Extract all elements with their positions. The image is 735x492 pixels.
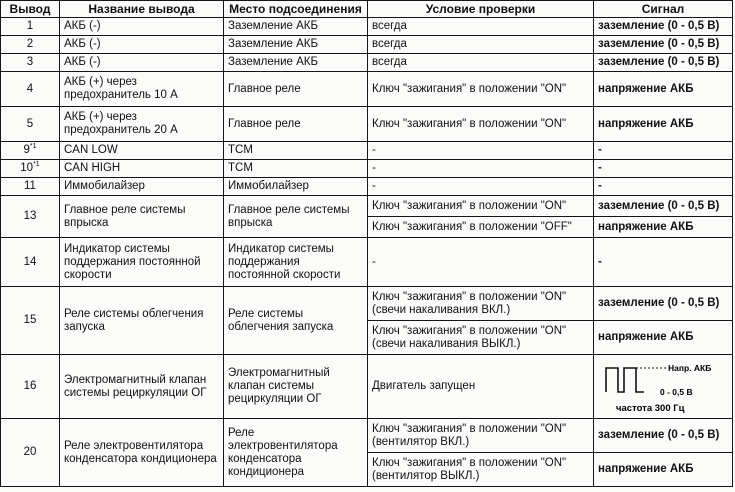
check-condition: Двигатель запущен — [368, 355, 594, 419]
pin-number: 1 — [1, 18, 60, 36]
signal-value: - — [594, 178, 733, 196]
table-row — [1, 178, 733, 196]
pin-number — [1, 160, 60, 178]
pin-name: АКБ (-) — [60, 36, 224, 54]
table-row — [1, 72, 733, 107]
pin-name: Электромагнитный клапан системы рециркуляции ОГ — [60, 355, 224, 419]
pin-number: 3 — [1, 54, 60, 72]
pin-name: Индикатор системы поддержания постоянной скорости — [60, 238, 224, 287]
pin-connection: Иммобилайзер — [224, 178, 368, 196]
pin-number: 13 — [1, 196, 60, 238]
pin-number: 20 — [1, 419, 60, 487]
header-pin: Вывод — [1, 1, 60, 18]
pin-number: 15 — [1, 287, 60, 355]
pin-name: Иммобилайзер — [60, 178, 224, 196]
check-condition: Ключ "зажигания" в положении "OFF" — [368, 217, 594, 238]
pin-connection: Индикатор системы поддержания постоянной скорости — [224, 238, 368, 287]
footnote-mark: *1 — [33, 161, 40, 169]
table-row — [1, 18, 733, 36]
check-condition: Ключ "зажигания" в положении "ON" — [368, 107, 594, 142]
pin-number: 2 — [1, 36, 60, 54]
table-row — [1, 196, 733, 217]
pin-connection: Электромагнитный клапан системы рециркуляции ОГ — [224, 355, 368, 419]
check-condition: Ключ "зажигания" в положении "ON" (свечи накаливания ВЫКЛ.) — [368, 321, 594, 355]
pin-connection: Главное реле — [224, 107, 368, 142]
pin-number-value: 9 — [23, 144, 30, 156]
table-row — [1, 419, 733, 453]
signal-value: напряжение АКБ — [594, 453, 733, 487]
check-condition: - — [368, 238, 594, 287]
signal-value: заземление (0 - 0,5 В) — [594, 36, 733, 54]
pin-number: 5 — [1, 107, 60, 142]
pin-name: CAN HIGH — [60, 160, 224, 178]
footnote-mark: *1 — [29, 143, 37, 151]
check-condition: Ключ "зажигания" в положении "ON" (вентилятор ВКЛ.) — [368, 419, 594, 453]
signal-value: напряжение АКБ — [594, 107, 733, 142]
signal-value: заземление (0 - 0,5 В) — [594, 419, 733, 453]
table-row — [1, 287, 733, 321]
waveform-low-label: 0 - 0,5 В — [660, 386, 693, 397]
waveform-frequency-label: частота 300 Гц — [616, 402, 685, 414]
pin-name: АКБ (+) через предохранитель 20 А — [60, 107, 224, 142]
check-condition: - — [368, 142, 594, 160]
pulse-waveform — [596, 358, 730, 416]
pin-name: Реле электровентилятора конденсатора кондиционера — [60, 419, 224, 487]
pin-name: CAN LOW — [60, 142, 224, 160]
pin-connection: Реле электровентилятора конденсатора кондиционера — [224, 419, 368, 487]
pin-name: Реле системы облегчения запуска — [60, 287, 224, 355]
table-row — [1, 238, 733, 287]
table-row — [1, 107, 733, 142]
signal-value: напряжение АКБ — [594, 321, 733, 355]
pin-name: Главное реле системы впрыска — [60, 196, 224, 238]
header-signal: Сигнал — [594, 1, 733, 18]
pin-number: 16 — [1, 355, 60, 419]
table-row — [1, 160, 733, 178]
table-row — [1, 142, 733, 160]
signal-value: - — [594, 160, 733, 178]
pin-number: 4 — [1, 72, 60, 107]
pin-connection: Заземление АКБ — [224, 54, 368, 72]
check-condition: - — [368, 160, 594, 178]
table-row — [1, 355, 733, 419]
pin-connection: Реле системы облегчения запуска — [224, 287, 368, 355]
signal-value: заземление (0 - 0,5 В) — [594, 196, 733, 217]
signal-value: заземление (0 - 0,5 В) — [594, 18, 733, 36]
table-row — [1, 36, 733, 54]
signal-value: заземление (0 - 0,5 В) — [594, 54, 733, 72]
signal-value: напряжение АКБ — [594, 217, 733, 238]
header-row — [1, 1, 733, 18]
check-condition: Ключ "зажигания" в положении "ON" (свечи накаливания ВКЛ.) — [368, 287, 594, 321]
waveform-high-label: Напр. АКБ — [668, 362, 712, 373]
pin-connection: Главное реле — [224, 72, 368, 107]
waveform-trace — [606, 368, 644, 392]
pin-number: 11 — [1, 178, 60, 196]
check-condition: всегда — [368, 36, 594, 54]
signal-value: - — [594, 142, 733, 160]
check-condition: Ключ "зажигания" в положении "ON" — [368, 196, 594, 217]
pin-connection: Заземление АКБ — [224, 36, 368, 54]
pin-number-value: 10 — [20, 162, 34, 174]
header-connection: Место подсоединения — [224, 1, 368, 18]
signal-value: - — [594, 238, 733, 287]
pin-name: АКБ (-) — [60, 54, 224, 72]
signal-value: напряжение АКБ — [594, 72, 733, 107]
pin-connection: TCM — [224, 160, 368, 178]
pin-connection: TCM — [224, 142, 368, 160]
check-condition: Ключ "зажигания" в положении "ON" — [368, 72, 594, 107]
check-condition: Ключ "зажигания" в положении "ON" (вентилятор ВЫКЛ.) — [368, 453, 594, 487]
pin-name: АКБ (+) через предохранитель 10 А — [60, 72, 224, 107]
check-condition: всегда — [368, 18, 594, 36]
signal-value: заземление (0 - 0,5 В) — [594, 287, 733, 321]
check-condition: всегда — [368, 54, 594, 72]
pin-number — [1, 142, 60, 160]
pin-number: 14 — [1, 238, 60, 287]
signal-waveform-cell — [594, 355, 733, 419]
check-condition: - — [368, 178, 594, 196]
header-name: Название вывода — [60, 1, 224, 18]
pin-name: АКБ (-) — [60, 18, 224, 36]
table-row — [1, 54, 733, 72]
pin-connection: Заземление АКБ — [224, 18, 368, 36]
pin-connection: Главное реле системы впрыска — [224, 196, 368, 238]
header-condition: Условие проверки — [368, 1, 594, 18]
